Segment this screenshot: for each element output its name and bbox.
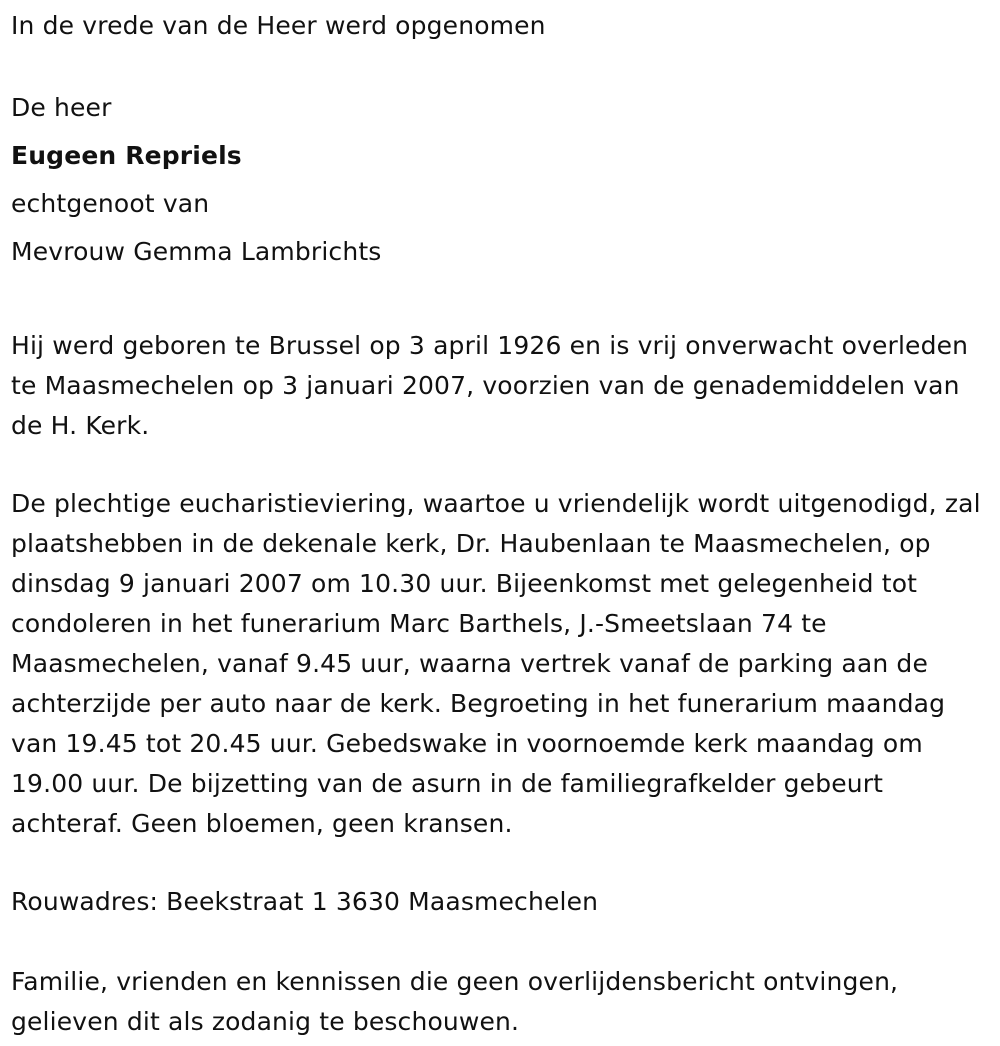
ceremony-paragraph: De plechtige eucharistieviering, waartoe u vriendelijk wordt uitgenodigd, zal plaatshebben in de dekenale kerk, Dr. Haubenlaan te Maasmechelen, op dinsdag 9 januari 2007 om 10.30 uur. Bijeenkomst met gelegenheid tot condoleren in het funerarium Marc Barthels, J.-Smeetslaan 74 te Maasmechelen, vanaf 9.45 uur, waarna vertrek vanaf de parking aan de achterzijde per auto naar de kerk. Begroeting in het funerarium maandag van 19.45 tot 20.45 uur. Gebedswake in voornoemde kerk maandag om 19.00 uur. De bijzetting van de asurn in de familiegrafkelder gebeurt achteraf. Geen bloemen, geen kransen. [11, 489, 981, 838]
intro-line: In de vrede van de Heer werd opgenomen [11, 11, 546, 40]
salutation: De heer [11, 93, 112, 122]
obituary-notice [11, 8, 996, 1042]
deceased-name: Eugeen Repriels [11, 141, 242, 170]
family-note-paragraph: Familie, vrienden en kennissen die geen overlijdensbericht ontvingen, gelieven dit als zodanig te beschouwen. [11, 967, 899, 1036]
relation-line: echtgenoot van [11, 189, 210, 218]
spouse-name: Mevrouw Gemma Lambrichts [11, 237, 382, 266]
bio-paragraph: Hij werd geboren te Brussel op 3 april 1926 en is vrij onverwacht overleden te Maasmechelen op 3 januari 2007, voorzien van de genademiddelen van de H. Kerk. [11, 331, 969, 440]
address-line: Rouwadres: Beekstraat 1 3630 Maasmechelen [11, 887, 599, 916]
